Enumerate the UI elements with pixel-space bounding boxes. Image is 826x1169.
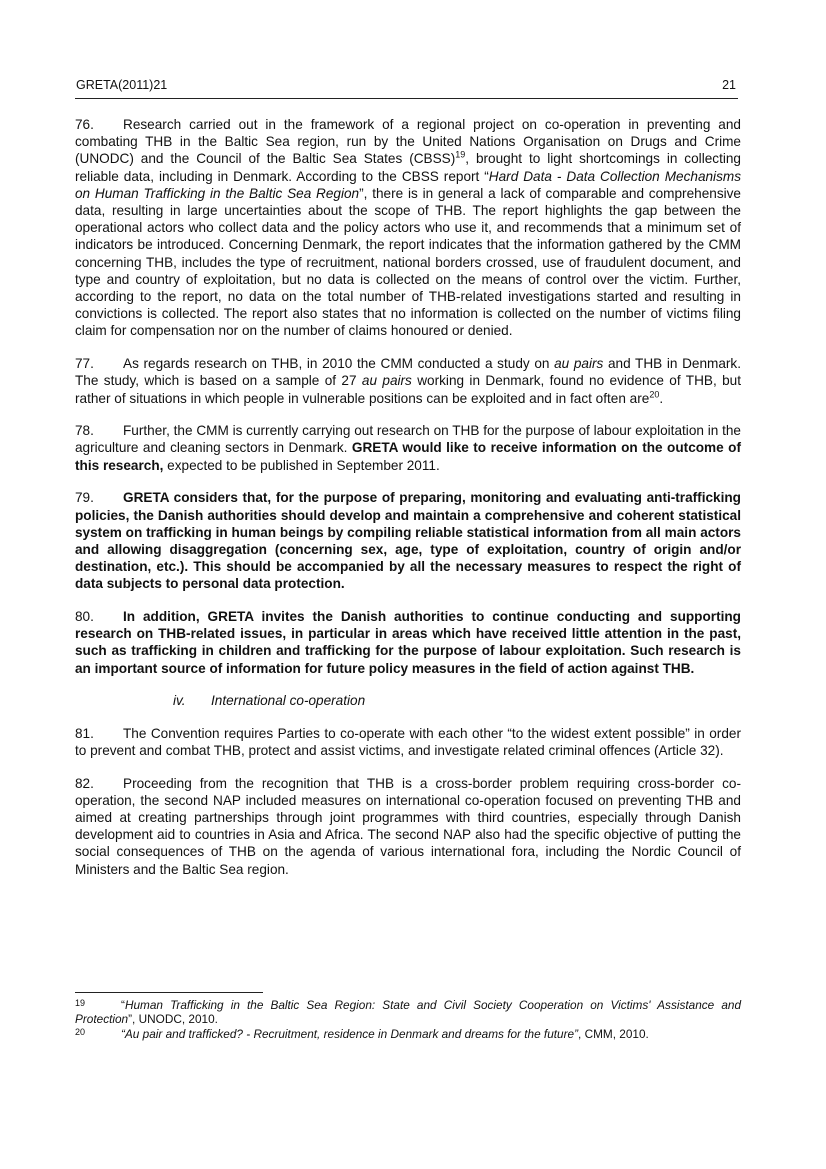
paragraph-text: Further, the CMM is currently carrying out research on THB for the purpose of labour exploitation in the agriculture and cleaning sectors in Denmark. — [75, 423, 741, 456]
paragraph-text: , brought to light shortcomings in collecting reliable data, including in Denmark. According to the CBSS report “ — [75, 151, 741, 184]
paragraph-text: . — [659, 390, 664, 406]
italic-term: au pairs — [554, 356, 604, 372]
subheading-title: International co-operation — [211, 693, 366, 709]
footnote-divider — [75, 992, 263, 993]
footnote-text: ”, UNODC, 2010. — [128, 1012, 218, 1026]
paragraph-text: expected to be published in September 2011. — [163, 457, 440, 473]
page-number: 21 — [722, 78, 736, 92]
section-subheading — [75, 692, 741, 709]
paragraph-78 — [75, 422, 741, 474]
bold-recommendation: GRETA would like to receive information on the outcome of this research, — [75, 440, 741, 473]
footnote-title: Human Trafficking in the Baltic Sea Region: State and Civil Society Cooperation on Victims' Assistance and Protection — [75, 998, 741, 1026]
footnote-mark: 20 — [75, 1027, 86, 1037]
paragraph-text: As regards research on THB, in 2010 the CMM conducted a study on — [123, 356, 555, 372]
paragraph-text: ”, there is in general a lack of comparable and comprehensive data, resulting in large uncertainties about the scope of THB. The report highlights the gap between the operational actors who collect data and the policy actors who use it, and recommends that a minimum set of indicators be introduced. Concerning Denmark, the report indicates that the information gathered by the CMM concerning THB, includes the type of recruitment, national borders crossed, use of fraudulent document, and type and country of exploitation, but no data is collected on the means of control over the victim. Further, according to the report, no data on the total number of THB-related investigations started and resulting in convictions is collected. The report also states that no information is collected on the number of victims filing claim for compensation nor on the number of claims honoured or denied. — [75, 185, 741, 339]
footnote-text: , CMM, 2010. — [578, 1027, 649, 1041]
bold-recommendation: GRETA considers that, for the purpose of preparing, monitoring and evaluating anti-trafficking policies, the Danish authorities should develop and maintain a comprehensive and coherent statistical system on trafficking in human beings by compiling reliable statistical information from all main actors and allowing disaggregation (concerning sex, age, type of exploitation, country of origin and/or destination, etc.). This should be accompanied by all the necessary measures to respect the right of data subjects to personal data protection. — [75, 490, 741, 592]
paragraph-text: The Convention requires Parties to co-operate with each other “to the widest extent possible” in order to prevent and combat THB, protect and assist victims, and investigate related criminal offences (Article 32). — [75, 725, 741, 758]
footnote-title: “Au pair and trafficked? - Recruitment, residence in Denmark and dreams for the future” — [121, 1027, 579, 1041]
paragraph-82 — [75, 775, 741, 878]
footnotes — [75, 998, 741, 1042]
subheading-numeral: iv. — [173, 693, 186, 709]
paragraph-80 — [75, 608, 741, 677]
paragraph-79 — [75, 489, 741, 592]
paragraph-text: Research carried out in the framework of a regional project on co-operation in preventing and combating THB in the Baltic Sea region, run by the United Nations Organisation on Drugs and Crime (UNODC) and the Council of the Baltic Sea States (CBSS) — [75, 117, 741, 167]
paragraph-number: 77. — [75, 356, 94, 372]
paragraph-text: working in Denmark, found no evidence of THB, but rather of situations in which people in vulnerable positions can be exploited and in fact often are — [75, 373, 741, 406]
footnote-ref-19[interactable]: 19 — [455, 149, 466, 160]
footnote-19 — [75, 998, 741, 1026]
page-body — [75, 116, 741, 893]
paragraph-number: 79. — [75, 490, 94, 506]
footnote-20 — [75, 1027, 741, 1041]
paragraph-text: Proceeding from the recognition that THB is a cross-border problem requiring cross-border co-operation, the second NAP included measures on international co-operation focused on preventing THB and aimed at creating partnerships through joint programmes with third countries, especially through Danish development aid to countries in Asia and Africa. The second NAP also had the specific objective of putting the social consequences of THB on the agenda of various international fora, including the Nordic Council of Ministers and the Baltic Sea region. — [75, 775, 741, 877]
paragraph-number: 81. — [75, 725, 94, 741]
paragraph-76 — [75, 116, 741, 340]
footnote-ref-20[interactable]: 20 — [649, 389, 660, 400]
paragraph-number: 78. — [75, 423, 94, 439]
paragraph-81 — [75, 725, 741, 759]
paragraph-77 — [75, 355, 741, 407]
bold-recommendation: In addition, GRETA invites the Danish authorities to continue conducting and supporting research on THB-related issues, in particular in areas which have received little attention in the past, such as trafficking in children and trafficking for the purpose of labour exploitation. Such research is an important source of information for future policy measures in the field of action against THB. — [75, 609, 741, 676]
document-reference: GRETA(2011)21 — [76, 78, 168, 92]
report-title: Hard Data - Data Collection Mechanisms on Human Trafficking in the Baltic Sea Region — [75, 168, 741, 201]
paragraph-number: 82. — [75, 775, 94, 791]
footnote-text: “ — [121, 998, 125, 1012]
paragraph-number: 80. — [75, 609, 94, 625]
footnote-mark: 19 — [75, 998, 86, 1008]
paragraph-number: 76. — [75, 117, 94, 132]
italic-term: au pairs — [361, 373, 412, 389]
page-header — [75, 78, 738, 99]
paragraph-text: and THB in Denmark. The study, which is based on a sample of 27 — [75, 356, 741, 389]
